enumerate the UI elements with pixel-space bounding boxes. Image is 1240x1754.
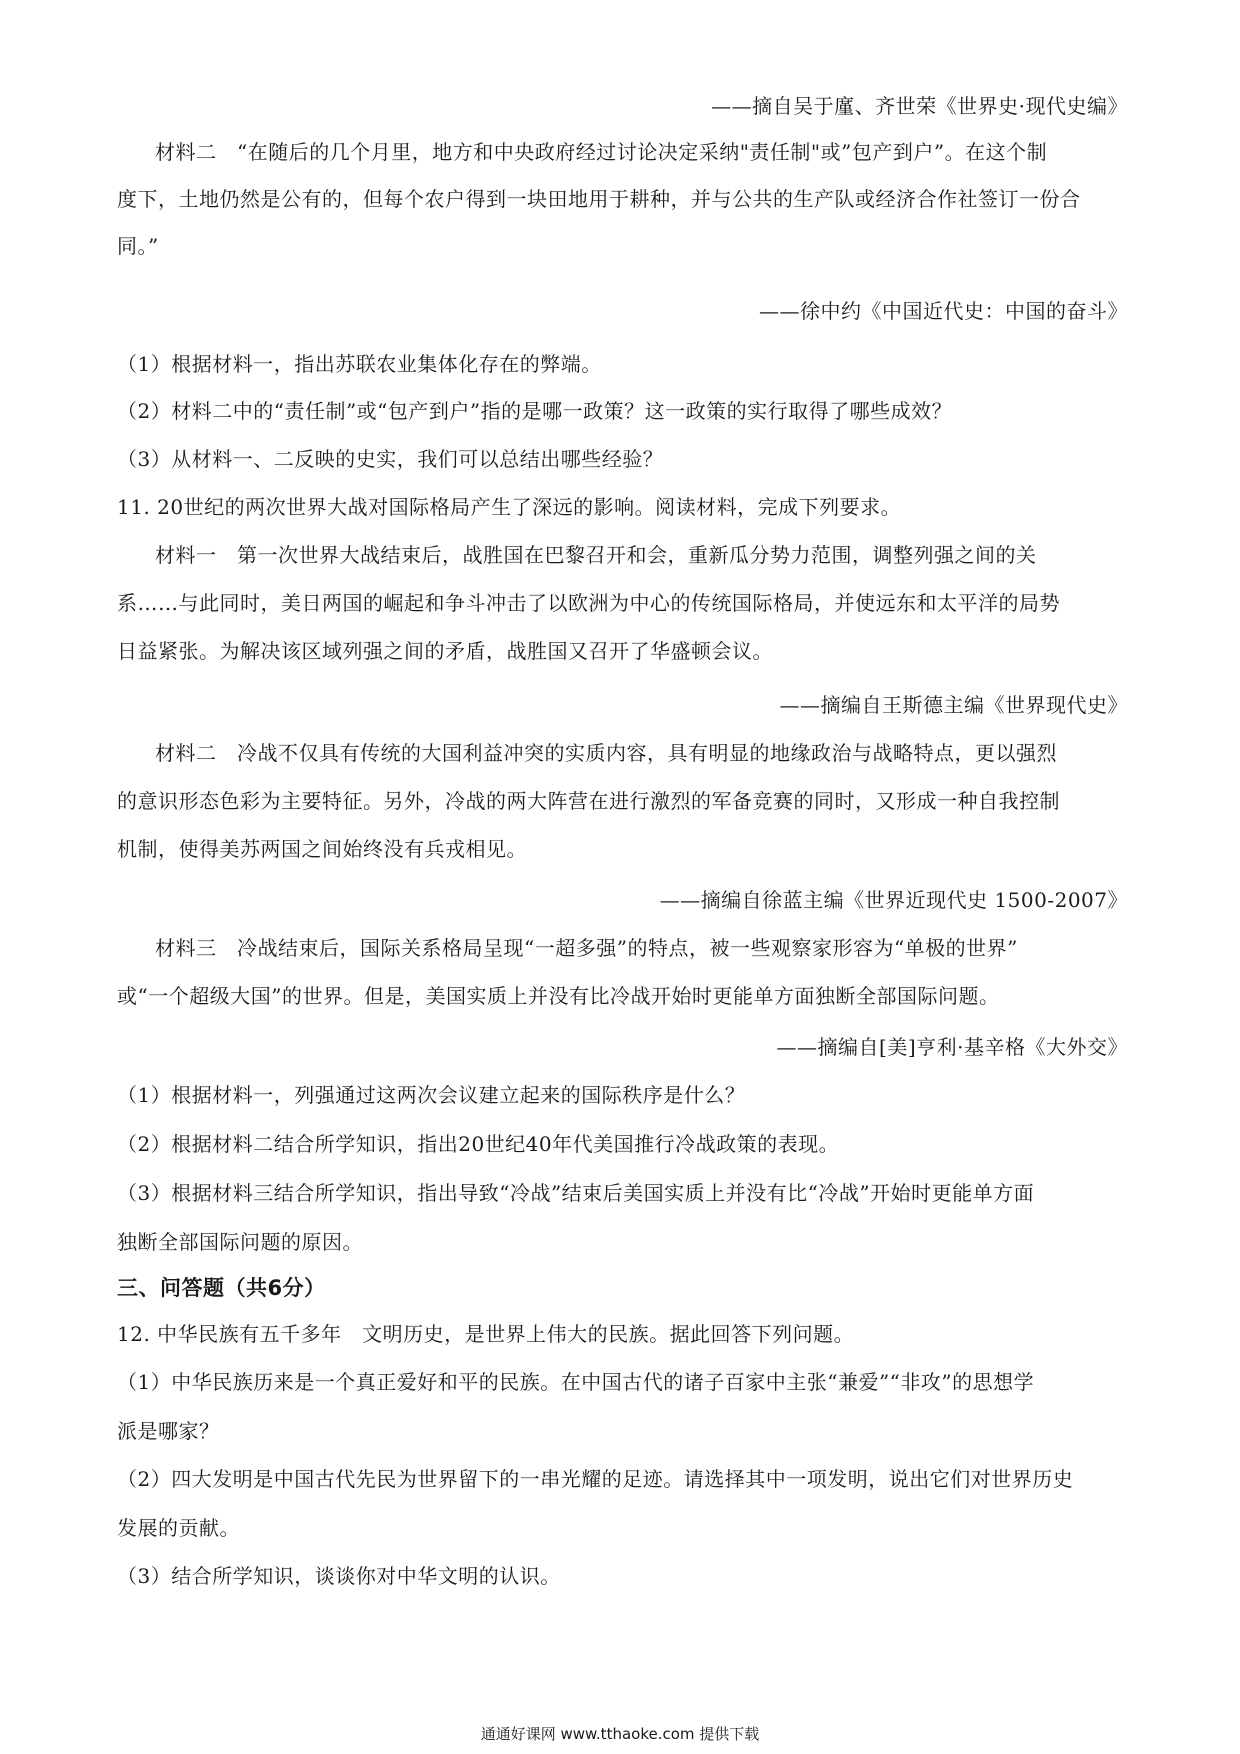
source-citation: ——徐中约《中国近代史：中国的奋斗》: [759, 299, 1128, 323]
material-text-line: 材料一 第一次世界大战结束后，战胜国在巴黎召开和会，重新瓜分势力范围，调整列强之间的关: [155, 543, 1037, 567]
material-text-line: 系……与此同时，美日两国的崛起和争斗冲击了以欧洲为中心的传统国际格局，并使远东和太平洋的局势: [117, 591, 1060, 615]
material-text-line: 材料二 “在随后的几个月里，地方和中央政府经过讨论决定采纳"责任制"或”包产到户”。在这个制: [155, 140, 1048, 164]
source-citation: ——摘自吴于廑、齐世荣《世界史·现代史编》: [711, 94, 1128, 118]
material-text-line: 或“一个超级大国”的世界。但是，美国实质上并没有比冷战开始时更能单方面独断全部国际问题。: [117, 984, 1000, 1008]
question-stem: 12. 中华民族有五千多年 文明历史，是世界上伟大的民族。据此回答下列问题。: [117, 1322, 855, 1346]
question-stem: 11. 20世纪的两次世界大战对国际格局产生了深远的影响。阅读材料，完成下列要求。: [117, 495, 902, 519]
section-heading: 三、问答题（共6分）: [117, 1276, 326, 1300]
question-item: （3）结合所学知识，谈谈你对中华文明的认识。: [117, 1564, 561, 1588]
material-text-line: 日益紧张。为解决该区域列强之间的矛盾，战胜国又召开了华盛顿会议。: [117, 639, 773, 663]
question-item: 派是哪家？: [117, 1419, 220, 1443]
material-text-line: 材料二 冷战不仅具有传统的大国利益冲突的实质内容，具有明显的地缘政治与战略特点，更以强烈: [155, 741, 1057, 765]
question-item: （1）中华民族历来是一个真正爱好和平的民族。在中国古代的诸子百家中主张“兼爱”“非攻”的思想学: [117, 1370, 1035, 1394]
question-item: （2）根据材料二结合所学知识，指出20世纪40年代美国推行冷战政策的表现。: [117, 1132, 840, 1156]
question-item: （2）材料二中的“责任制”或“包产到户”指的是哪一政策？这一政策的实行取得了哪些成效？: [117, 399, 953, 423]
page-footer: 通通好课网 www.tthaoke.com 提供下载: [480, 1725, 760, 1743]
material-text-line: 材料三 冷战结束后，国际关系格局呈现“一超多强”的特点，被一些观察家形容为“单极的世界”: [155, 936, 1018, 960]
source-citation: ——摘编自[美]亨利·基辛格《大外交》: [776, 1035, 1128, 1059]
material-text-line: 机制，使得美苏两国之间始终没有兵戎相见。: [117, 837, 527, 861]
question-item: 发展的贡献。: [117, 1516, 240, 1540]
material-text-line: 度下，土地仍然是公有的，但每个农户得到一块田地用于耕种，并与公共的生产队或经济合作社签订一份合: [117, 187, 1081, 211]
source-citation: ——摘编自王斯德主编《世界现代史》: [779, 693, 1128, 717]
question-item: 独断全部国际问题的原因。: [117, 1230, 363, 1254]
material-text-line: 的意识形态色彩为主要特征。另外，冷战的两大阵营在进行激烈的军备竞赛的同时，又形成一种自我控制: [117, 789, 1060, 813]
question-item: （1）根据材料一，列强通过这两次会议建立起来的国际秩序是什么？: [117, 1083, 746, 1107]
question-item: （3）从材料一、二反映的史实，我们可以总结出哪些经验？: [117, 447, 664, 471]
question-item: （3）根据材料三结合所学知识，指出导致“冷战”结束后美国实质上并没有比“冷战”开始时更能单方面: [117, 1181, 1035, 1205]
material-text-line: 同。”: [117, 234, 159, 258]
source-citation: ——摘编自徐蓝主编《世界近现代史 1500-2007》: [659, 888, 1128, 912]
question-item: （2）四大发明是中国古代先民为世界留下的一串光耀的足迹。请选择其中一项发明，说出它们对世界历史: [117, 1467, 1074, 1491]
question-item: （1）根据材料一，指出苏联农业集体化存在的弊端。: [117, 352, 602, 376]
